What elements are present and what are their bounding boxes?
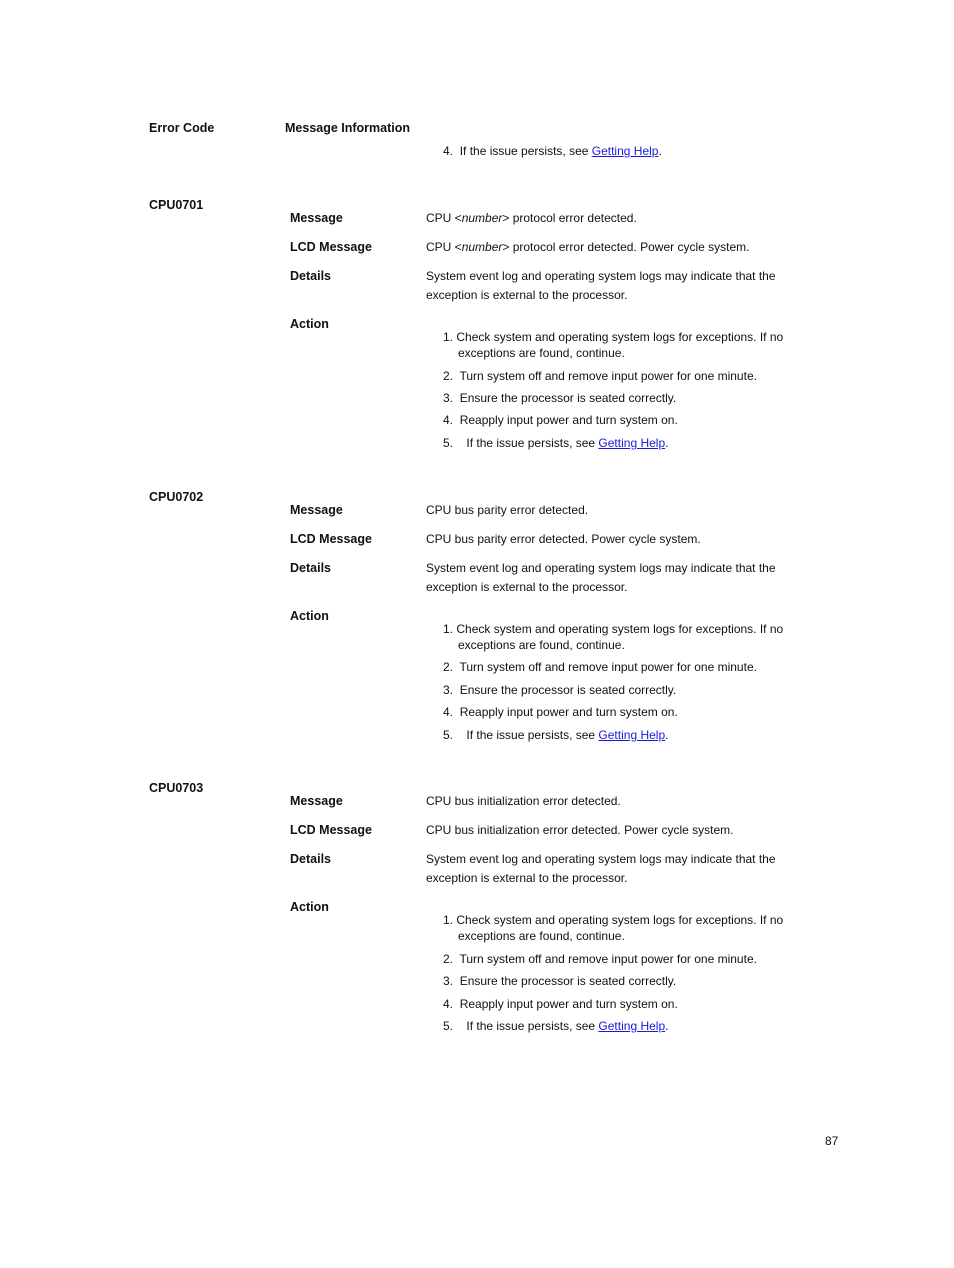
action-step-3 bbox=[443, 390, 676, 406]
action-step-5 bbox=[443, 435, 668, 451]
step-text: If the issue persists, see bbox=[466, 728, 599, 742]
action-step-1-cont: exceptions are found, continue. bbox=[458, 346, 625, 360]
details-line-2: exception is external to the processor. bbox=[426, 871, 628, 885]
error-code-cpu0702: CPU0702 bbox=[149, 490, 204, 504]
step-number: 5. bbox=[443, 436, 454, 450]
step-number: 5. bbox=[443, 728, 454, 742]
message-label: Message bbox=[290, 794, 343, 808]
getting-help-link[interactable]: Getting Help bbox=[598, 728, 666, 742]
step-text: Ensure the processor is seated correctly. bbox=[459, 391, 677, 405]
step-text: If the issue persists, see bbox=[466, 436, 599, 450]
lcd-message-label: LCD Message bbox=[290, 240, 372, 254]
step-text: Turn system off and remove input power for one minute. bbox=[459, 952, 757, 966]
step-text: Check system and operating system logs for exceptions. If no bbox=[456, 622, 784, 636]
step-number: 1. bbox=[443, 330, 454, 344]
details-line-2: exception is external to the processor. bbox=[426, 580, 628, 594]
step-number: 2. bbox=[443, 369, 454, 383]
error-code-cpu0703: CPU0703 bbox=[149, 781, 204, 795]
lcd-message-value bbox=[426, 238, 749, 257]
step-number: 2. bbox=[443, 660, 454, 674]
message-value bbox=[426, 209, 637, 228]
action-step-2 bbox=[443, 659, 757, 675]
details-label: Details bbox=[290, 852, 331, 866]
getting-help-link[interactable]: Getting Help bbox=[598, 1019, 666, 1033]
action-step-4 bbox=[443, 704, 678, 720]
action-step-5 bbox=[443, 1018, 668, 1034]
step-text: Turn system off and remove input power for one minute. bbox=[459, 660, 757, 674]
step-text: Turn system off and remove input power for one minute. bbox=[459, 369, 757, 383]
step-number: 5. bbox=[443, 1019, 454, 1033]
step-number: 3. bbox=[443, 974, 454, 988]
step-text: Reapply input power and turn system on. bbox=[459, 413, 678, 427]
step-text: Ensure the processor is seated correctly. bbox=[459, 974, 677, 988]
lcd-message-value: CPU bus initialization error detected. Power cycle system. bbox=[426, 823, 734, 837]
message-placeholder: number bbox=[461, 211, 503, 225]
details-label: Details bbox=[290, 561, 331, 575]
carryover-step bbox=[443, 143, 662, 159]
action-label: Action bbox=[290, 900, 329, 914]
error-code-cpu0701: CPU0701 bbox=[149, 198, 204, 212]
step-text: If the issue persists, see bbox=[459, 144, 592, 158]
action-step-4 bbox=[443, 996, 678, 1012]
step-text: If the issue persists, see bbox=[466, 1019, 599, 1033]
lcd-prefix: CPU < bbox=[426, 240, 462, 254]
message-suffix: > protocol error detected. bbox=[502, 211, 637, 225]
message-prefix: CPU < bbox=[426, 211, 462, 225]
lcd-message-label: LCD Message bbox=[290, 823, 372, 837]
action-label: Action bbox=[290, 317, 329, 331]
action-step-1 bbox=[443, 912, 783, 928]
lcd-message-value: CPU bus parity error detected. Power cycle system. bbox=[426, 532, 701, 546]
step-end: . bbox=[665, 1019, 669, 1033]
details-line-1: System event log and operating system logs may indicate that the bbox=[426, 269, 776, 283]
column-header-error-code: Error Code bbox=[149, 121, 215, 135]
action-step-3 bbox=[443, 973, 676, 989]
details-line-2: exception is external to the processor. bbox=[426, 288, 628, 302]
details-label: Details bbox=[290, 269, 331, 283]
step-number: 2. bbox=[443, 952, 454, 966]
lcd-placeholder: number bbox=[461, 240, 503, 254]
column-header-message-information: Message Information bbox=[285, 121, 411, 135]
action-step-3 bbox=[443, 682, 676, 698]
message-label: Message bbox=[290, 211, 343, 225]
step-number: 3. bbox=[443, 683, 454, 697]
action-step-1-cont: exceptions are found, continue. bbox=[458, 929, 625, 943]
step-number: 1. bbox=[443, 622, 454, 636]
action-step-1 bbox=[443, 329, 783, 345]
step-text: Check system and operating system logs for exceptions. If no bbox=[456, 330, 784, 344]
message-value: CPU bus parity error detected. bbox=[426, 503, 589, 517]
step-number: 4. bbox=[443, 997, 454, 1011]
step-number: 4. bbox=[443, 705, 454, 719]
lcd-suffix: > protocol error detected. Power cycle system. bbox=[502, 240, 750, 254]
message-value: CPU bus initialization error detected. bbox=[426, 794, 621, 808]
action-step-2 bbox=[443, 951, 757, 967]
lcd-message-label: LCD Message bbox=[290, 532, 372, 546]
step-number: 4. bbox=[443, 413, 454, 427]
action-label: Action bbox=[290, 609, 329, 623]
action-step-1 bbox=[443, 621, 783, 637]
getting-help-link[interactable]: Getting Help bbox=[598, 436, 666, 450]
details-line-1: System event log and operating system logs may indicate that the bbox=[426, 561, 776, 575]
details-line-1: System event log and operating system logs may indicate that the bbox=[426, 852, 776, 866]
step-end: . bbox=[658, 144, 662, 158]
message-label: Message bbox=[290, 503, 343, 517]
action-step-4 bbox=[443, 412, 678, 428]
step-text: Reapply input power and turn system on. bbox=[459, 705, 678, 719]
action-step-2 bbox=[443, 368, 757, 384]
getting-help-link[interactable]: Getting Help bbox=[591, 144, 659, 158]
action-step-5 bbox=[443, 727, 668, 743]
step-end: . bbox=[665, 728, 669, 742]
step-end: . bbox=[665, 436, 669, 450]
step-number: 4. bbox=[443, 144, 454, 158]
step-text: Ensure the processor is seated correctly. bbox=[459, 683, 677, 697]
step-text: Check system and operating system logs for exceptions. If no bbox=[456, 913, 784, 927]
page-number: 87 bbox=[825, 1134, 839, 1148]
step-number: 3. bbox=[443, 391, 454, 405]
action-step-1-cont: exceptions are found, continue. bbox=[458, 638, 625, 652]
step-text: Reapply input power and turn system on. bbox=[459, 997, 678, 1011]
step-number: 1. bbox=[443, 913, 454, 927]
